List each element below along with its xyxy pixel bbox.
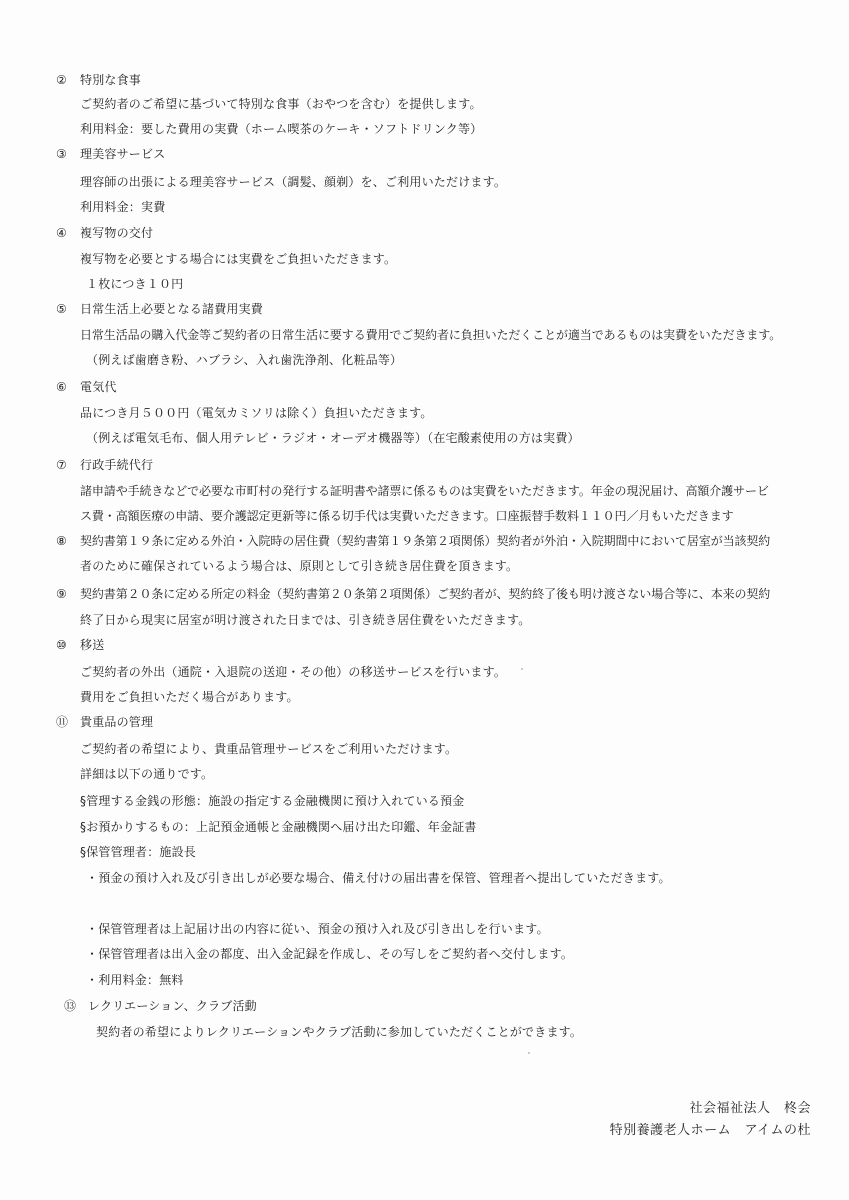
section-number: ②	[56, 73, 67, 87]
section-text: ・保管管理者は上記届け出の内容に従い、預金の預け入れ及び引き出しを行います。	[86, 922, 549, 936]
section-text: 契約書第２０条に定める所定の料金（契約書第２０条第２項関係）ご契約者が、契約終了後も明け渡さない場合等に、本来の契約	[80, 587, 771, 601]
section-text: 品につき月５００円（電気カミソリは除く）負担いただきます。	[80, 406, 433, 420]
section-number: ⑦	[56, 458, 67, 472]
section-number: ③	[56, 147, 67, 161]
section-title: 行政手続代行	[80, 458, 154, 472]
section-text: （例えば電気毛布、個人用テレビ・ラジオ・オーデオ機器等）（在宅酸素使用の方は実費）	[86, 431, 580, 445]
section-title: 電気代	[80, 380, 117, 394]
section-title: 特別な食事	[80, 73, 142, 87]
section-text: 詳細は以下の通りです。	[80, 767, 214, 781]
section-text: 費用をご負担いただく場合があります。	[80, 690, 299, 704]
section-text: （例えば歯磨き粉、ハブラシ、入れ歯洗浄剤、化粧品等）	[86, 353, 403, 367]
section-text: ご契約者の希望により、貴重品管理サービスをご利用いただけます。	[80, 742, 458, 756]
section-title: 日常生活上必要となる諸費用実費	[80, 302, 264, 316]
section-text: ・預金の預け入れ及び引き出しが必要な場合、備え付けの届出書を保管、管理者へ提出していただきます。	[86, 871, 671, 885]
section-text: 利用料金：実費	[80, 200, 166, 214]
section-number: ⑥	[56, 380, 67, 394]
section-number: ⑬	[64, 999, 77, 1013]
section-title: 理美容サービス	[80, 147, 166, 161]
section-text: 日常生活品の購入代金等ご契約者の日常生活に要する費用でご契約者に負担いただくことが適当であるものは実費をいただきます。	[80, 328, 782, 342]
section-title: 貴重品の管理	[80, 715, 154, 729]
section-title: 移送	[80, 638, 105, 652]
section-text: 者のために確保されているよう場合は、原則として引き続き居住費を頂きます。	[80, 559, 519, 573]
section-text: ご契約者のご希望に基づいて特別な食事（おやつを含む）を提供します。	[80, 97, 482, 111]
section-title: レクリエーション、クラブ活動	[88, 999, 257, 1013]
section-text: 利用料金：要した費用の実費（ホーム喫茶のケーキ・ソフトドリンク等）	[80, 122, 483, 136]
section-text: ス費・高額医療の申請、要介護認定更新等に係る切手代は実費いただきます。口座振替手数料１１０円／月もいただきます	[80, 509, 734, 523]
section-text: §管理する金銭の形態：施設の指定する金融機関に預け入れている預金	[80, 794, 465, 808]
scan-speck	[521, 668, 523, 670]
section-number: ⑧	[56, 534, 67, 548]
section-text: ご契約者の外出（通院・入退院の送迎・その他）の移送サービスを行います。	[80, 665, 507, 679]
section-text: 理容師の出張による理美容サービス（調髪、顔剃）を、ご利用いただけます。	[80, 175, 507, 189]
section-text: １枚につき１０円	[86, 277, 184, 291]
organization-name: 社会福祉法人 柊会	[689, 1101, 811, 1116]
section-text: ・保管管理者は出入金の都度、出入金記録を作成し、その写しをご契約者へ交付します。	[86, 947, 574, 961]
scan-speck	[528, 1052, 530, 1054]
section-number: ⑨	[56, 587, 67, 601]
section-text: 契約書第１９条に定める外泊・入院時の居住費（契約書第１９条第２項関係）契約者が外泊・入院期間中において居室が当該契約	[80, 534, 771, 548]
section-text: 複写物を必要とする場合には実費をご負担いただきます。	[80, 252, 397, 266]
section-text: §保管管理者：施設長	[80, 845, 197, 859]
section-title: 複写物の交付	[80, 226, 154, 240]
section-number: ⑪	[56, 715, 69, 729]
section-text: 諸申請や手続きなどで必要な市町村の発行する証明書や諸票に係るものは実費をいただきます。年金の現況届け、高額介護サービ	[80, 484, 769, 498]
section-text: ・利用料金：無料	[86, 973, 184, 987]
section-number: ⑤	[56, 302, 67, 316]
section-number: ⑩	[56, 638, 67, 652]
section-text: 契約者の希望によりレクリエーションやクラブ活動に参加していただくことができます。	[96, 1025, 583, 1039]
section-text: 終了日から現実に居室が明け渡された日までは、引き続き居住費をいただきます。	[80, 613, 531, 627]
section-text: §お預かりするもの：上記預金通帳と金融機関へ届け出た印鑑、年金証書	[80, 820, 477, 834]
section-number: ④	[56, 226, 67, 240]
facility-name: 特別養護老人ホーム アイムの杜	[609, 1123, 811, 1138]
